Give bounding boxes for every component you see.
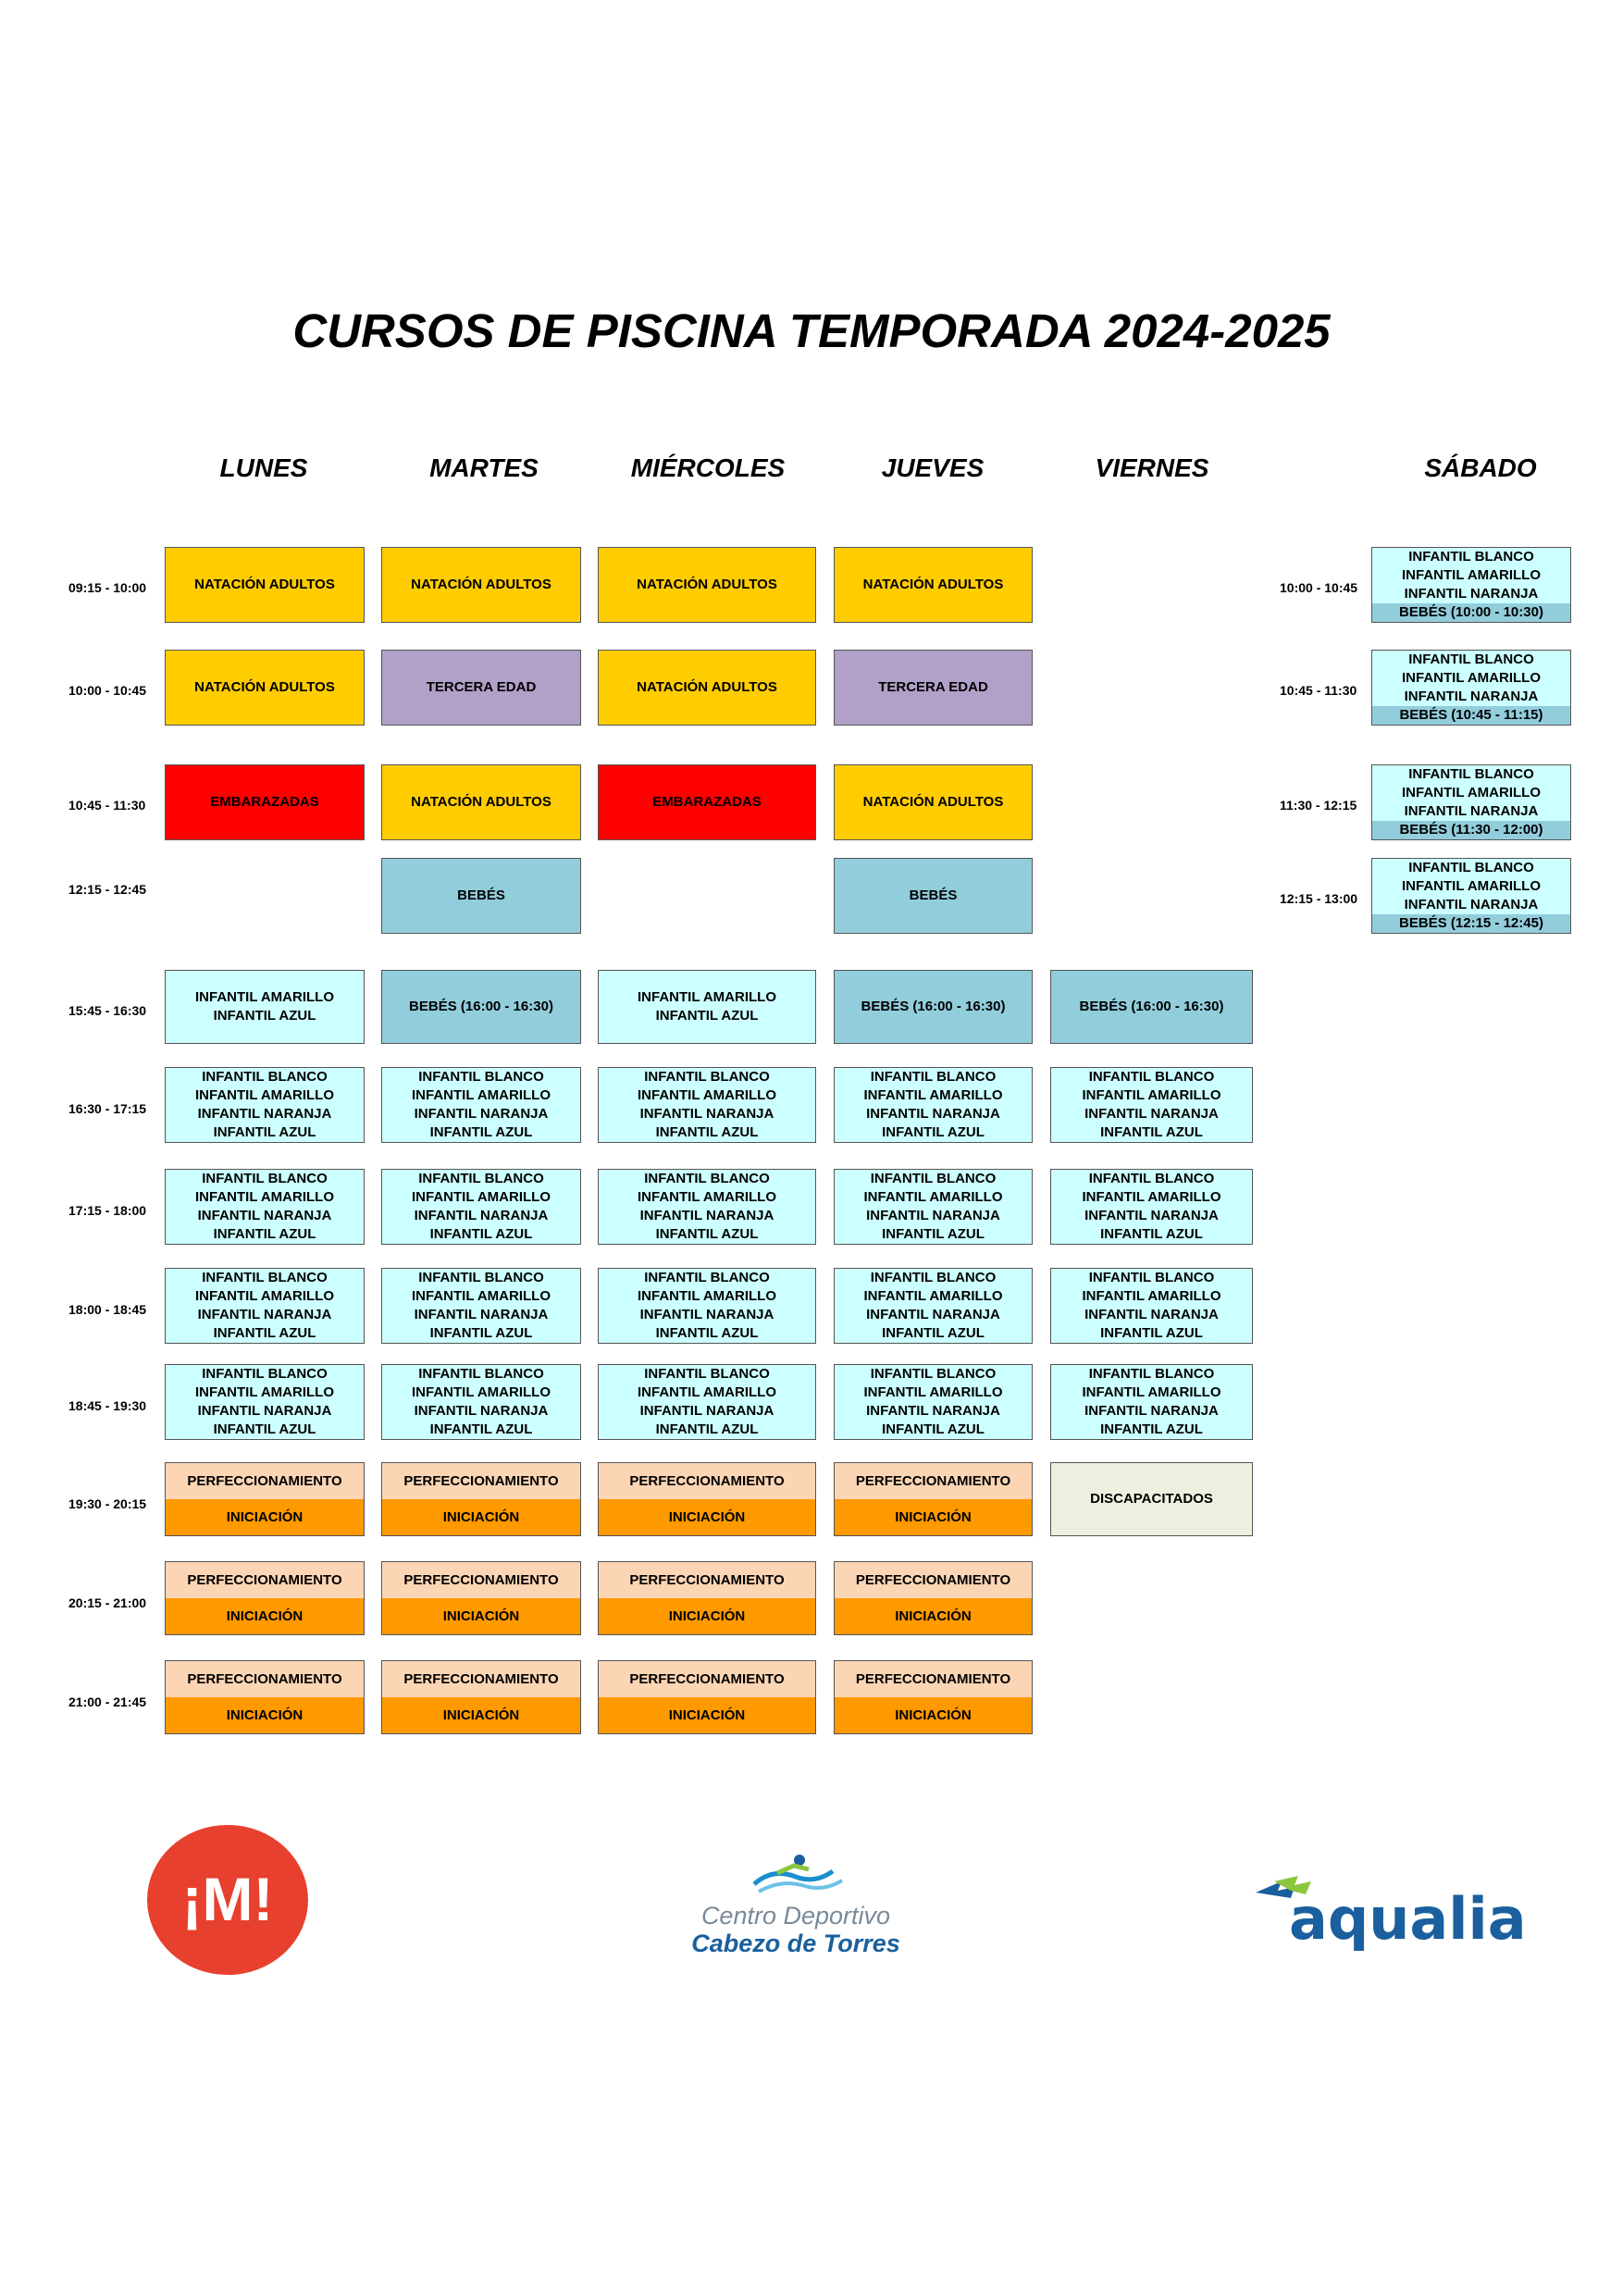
class-cell-infantil: INFANTIL BLANCO INFANTIL AMARILLO INFANTIL NARANJA INFANTIL AZUL xyxy=(598,1268,816,1344)
page-title: CURSOS DE PISCINA TEMPORADA 2024-2025 xyxy=(292,304,1331,357)
class-cell-natacion-adultos: NATACIÓN ADULTOS xyxy=(598,650,816,726)
class-cell-perfeccionamiento-iniciacion: PERFECCIONAMIENTO INICIACIÓN xyxy=(165,1462,365,1536)
day-header-viernes: VIERNES xyxy=(1095,453,1209,482)
day-header-martes: MARTES xyxy=(429,453,539,482)
class-cell-natacion-adultos: NATACIÓN ADULTOS xyxy=(598,547,816,623)
class-cell-perfeccionamiento-iniciacion: PERFECCIONAMIENTO INICIACIÓN xyxy=(381,1561,581,1635)
saturday-time-label: 10:45 - 11:30 xyxy=(1280,683,1357,698)
class-cell-natacion-adultos: NATACIÓN ADULTOS xyxy=(381,764,581,840)
class-cell-perfeccionamiento-iniciacion: PERFECCIONAMIENTO INICIACIÓN xyxy=(598,1660,816,1734)
ayuntamiento-murcia-logo xyxy=(146,1824,309,1976)
class-cell-natacion-adultos: NATACIÓN ADULTOS xyxy=(381,547,581,623)
class-cell-natacion-adultos: NATACIÓN ADULTOS xyxy=(834,764,1033,840)
saturday-class-cell: INFANTIL BLANCO INFANTIL AMARILLO INFANTIL NARANJA BEBÉS (10:00 - 10:30) xyxy=(1371,547,1571,623)
time-label: 20:15 - 21:00 xyxy=(68,1595,147,1610)
class-cell-infantil: INFANTIL BLANCO INFANTIL AMARILLO INFANTIL NARANJA INFANTIL AZUL xyxy=(1050,1268,1253,1344)
class-cell-tercera-edad: TERCERA EDAD xyxy=(834,650,1033,726)
saturday-class-cell: INFANTIL BLANCO INFANTIL AMARILLO INFANTIL NARANJA BEBÉS (12:15 - 12:45) xyxy=(1371,858,1571,934)
centro-deportivo-logo: Centro Deportivo Cabezo de Torres xyxy=(685,1851,907,1962)
class-cell-infantil: INFANTIL BLANCO INFANTIL AMARILLO INFANTIL NARANJA INFANTIL AZUL xyxy=(381,1364,581,1440)
class-cell-infantil: INFANTIL BLANCO INFANTIL AMARILLO INFANTIL NARANJA INFANTIL AZUL xyxy=(381,1268,581,1344)
class-cell-perfeccionamiento-iniciacion: PERFECCIONAMIENTO INICIACIÓN xyxy=(165,1561,365,1635)
class-cell-infantil: INFANTIL BLANCO INFANTIL AMARILLO INFANTIL NARANJA INFANTIL AZUL xyxy=(834,1169,1033,1245)
class-cell-infantil: INFANTIL BLANCO INFANTIL AMARILLO INFANTIL NARANJA INFANTIL AZUL xyxy=(165,1169,365,1245)
class-cell-infantil: INFANTIL BLANCO INFANTIL AMARILLO INFANTIL NARANJA INFANTIL AZUL xyxy=(598,1364,816,1440)
class-cell-infantil: INFANTIL BLANCO INFANTIL AMARILLO INFANTIL NARANJA INFANTIL AZUL xyxy=(1050,1364,1253,1440)
saturday-class-cell: INFANTIL BLANCO INFANTIL AMARILLO INFANTIL NARANJA BEBÉS (10:45 - 11:15) xyxy=(1371,650,1571,726)
class-cell-bebes: BEBÉS xyxy=(381,858,581,934)
class-cell-discapacitados: DISCAPACITADOS xyxy=(1050,1462,1253,1536)
time-label: 10:45 - 11:30 xyxy=(68,798,146,813)
class-cell-infantil: INFANTIL BLANCO INFANTIL AMARILLO INFANTIL NARANJA INFANTIL AZUL xyxy=(1050,1067,1253,1143)
class-cell-infantil: INFANTIL BLANCO INFANTIL AMARILLO INFANTIL NARANJA INFANTIL AZUL xyxy=(598,1067,816,1143)
class-cell-perfeccionamiento-iniciacion: PERFECCIONAMIENTO INICIACIÓN xyxy=(165,1660,365,1734)
class-cell-natacion-adultos: NATACIÓN ADULTOS xyxy=(165,547,365,623)
class-cell-infantil: INFANTIL BLANCO INFANTIL AMARILLO INFANTIL NARANJA INFANTIL AZUL xyxy=(834,1067,1033,1143)
class-cell-perfeccionamiento-iniciacion: PERFECCIONAMIENTO INICIACIÓN xyxy=(834,1561,1033,1635)
class-cell-infantil: INFANTIL BLANCO INFANTIL AMARILLO INFANTIL NARANJA INFANTIL AZUL xyxy=(1050,1169,1253,1245)
time-label: 09:15 - 10:00 xyxy=(68,580,147,595)
saturday-time-label: 12:15 - 13:00 xyxy=(1280,891,1358,906)
saturday-time-label: 10:00 - 10:45 xyxy=(1280,580,1358,595)
day-header-jueves: JUEVES xyxy=(881,453,985,482)
class-cell-perfeccionamiento-iniciacion: PERFECCIONAMIENTO INICIACIÓN xyxy=(381,1462,581,1536)
class-cell-bebes: BEBÉS (16:00 - 16:30) xyxy=(834,970,1033,1044)
class-cell-bebes: BEBÉS (16:00 - 16:30) xyxy=(381,970,581,1044)
time-label: 16:30 - 17:15 xyxy=(68,1101,147,1116)
time-label: 15:45 - 16:30 xyxy=(68,1003,147,1018)
aqualia-logo: aqualia xyxy=(1254,1874,1494,1957)
class-cell-infantil: INFANTIL BLANCO INFANTIL AMARILLO INFANTIL NARANJA INFANTIL AZUL xyxy=(834,1268,1033,1344)
class-cell-perfeccionamiento-iniciacion: PERFECCIONAMIENTO INICIACIÓN xyxy=(834,1462,1033,1536)
class-cell-infantil: INFANTIL BLANCO INFANTIL AMARILLO INFANTIL NARANJA INFANTIL AZUL xyxy=(598,1169,816,1245)
class-cell-natacion-adultos: NATACIÓN ADULTOS xyxy=(834,547,1033,623)
time-label: 21:00 - 21:45 xyxy=(68,1694,147,1709)
class-cell-natacion-adultos: NATACIÓN ADULTOS xyxy=(165,650,365,726)
class-cell-perfeccionamiento-iniciacion: PERFECCIONAMIENTO INICIACIÓN xyxy=(598,1561,816,1635)
class-cell-bebes: BEBÉS xyxy=(834,858,1033,934)
class-cell-infantil: INFANTIL BLANCO INFANTIL AMARILLO INFANTIL NARANJA INFANTIL AZUL xyxy=(834,1364,1033,1440)
class-cell-tercera-edad: TERCERA EDAD xyxy=(381,650,581,726)
class-cell-infantil: INFANTIL BLANCO INFANTIL AMARILLO INFANTIL NARANJA INFANTIL AZUL xyxy=(165,1364,365,1440)
day-header-sabado: SÁBADO xyxy=(1424,453,1537,482)
time-label: 12:15 - 12:45 xyxy=(68,882,147,897)
class-cell-infantil: INFANTIL BLANCO INFANTIL AMARILLO INFANTIL NARANJA INFANTIL AZUL xyxy=(381,1169,581,1245)
class-cell-perfeccionamiento-iniciacion: PERFECCIONAMIENTO INICIACIÓN xyxy=(381,1660,581,1734)
class-cell-infantil: INFANTIL AMARILLO INFANTIL AZUL xyxy=(598,970,816,1044)
time-label: 17:15 - 18:00 xyxy=(68,1203,147,1218)
class-cell-infantil: INFANTIL BLANCO INFANTIL AMARILLO INFANTIL NARANJA INFANTIL AZUL xyxy=(165,1268,365,1344)
class-cell-perfeccionamiento-iniciacion: PERFECCIONAMIENTO INICIACIÓN xyxy=(598,1462,816,1536)
saturday-class-cell: INFANTIL BLANCO INFANTIL AMARILLO INFANTIL NARANJA BEBÉS (11:30 - 12:00) xyxy=(1371,764,1571,840)
class-cell-embarazadas: EMBARAZADAS xyxy=(598,764,816,840)
time-label: 18:00 - 18:45 xyxy=(68,1302,147,1317)
class-cell-infantil: INFANTIL BLANCO INFANTIL AMARILLO INFANTIL NARANJA INFANTIL AZUL xyxy=(381,1067,581,1143)
class-cell-infantil: INFANTIL BLANCO INFANTIL AMARILLO INFANTIL NARANJA INFANTIL AZUL xyxy=(165,1067,365,1143)
swimmer-icon xyxy=(685,1851,907,1897)
class-cell-bebes: BEBÉS (16:00 - 16:30) xyxy=(1050,970,1253,1044)
class-cell-perfeccionamiento-iniciacion: PERFECCIONAMIENTO INICIACIÓN xyxy=(834,1660,1033,1734)
time-label: 18:45 - 19:30 xyxy=(68,1398,147,1413)
class-cell-infantil: INFANTIL AMARILLO INFANTIL AZUL xyxy=(165,970,365,1044)
day-header-lunes: LUNES xyxy=(219,453,308,482)
svg-text:¡M!: ¡M! xyxy=(181,1865,274,1933)
time-label: 19:30 - 20:15 xyxy=(68,1496,147,1511)
saturday-time-label: 11:30 - 12:15 xyxy=(1280,798,1357,813)
class-cell-embarazadas: EMBARAZADAS xyxy=(165,764,365,840)
time-label: 10:00 - 10:45 xyxy=(68,683,147,698)
day-header-miercoles: MIÉRCOLES xyxy=(630,453,786,482)
